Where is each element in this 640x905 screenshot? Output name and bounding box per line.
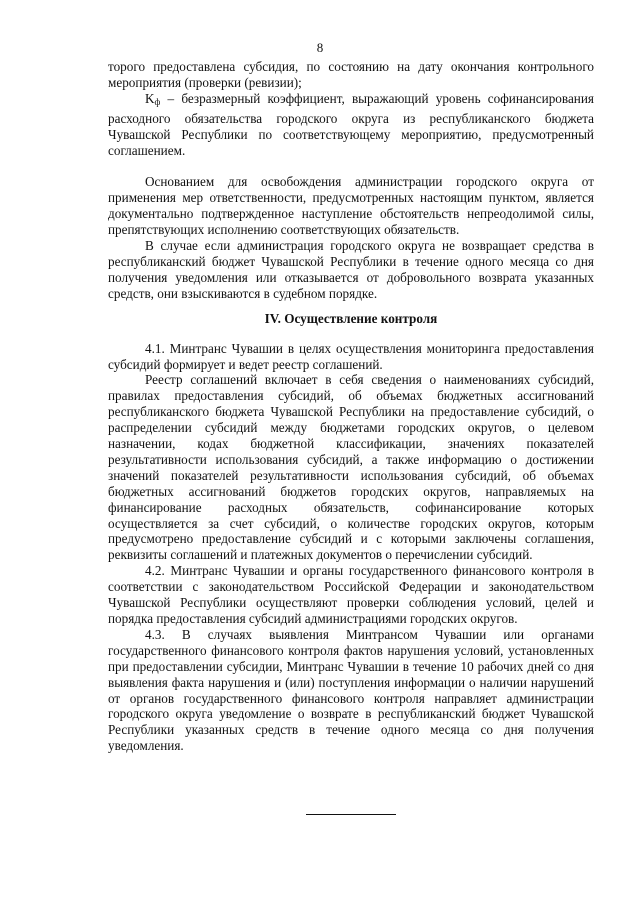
- paragraph-force-majeure: Основанием для освобождения администрации городского округа от применения мер ответственности, предусмотренных настоящим пунктом, является документально подтвержденное наступление обстоятельств непреодолимой силы, препятствующих исполнению соответствующих обязательств.: [108, 174, 594, 238]
- coefficient-subscript: ф: [154, 96, 161, 107]
- paragraph-registry: Реестр соглашений включает в себя сведения о наименованиях субсидий, правилах предоставления субсидий, об объемах бюджетных ассигнований республиканского бюджета Чувашской Республики на предоставление субсидий, о распределении субсидий между бюджетами городских округов, о целевом назначении, кодах бюджетной классификации, значениях показателей результативности использования субсидий, а также информацию о достижении значений показателей результативности использования субсидий, об объемах бюджетных ассигнований бюджетов городских округов, направляемых на финансирование расходных обязательств, софинансирование которых осуществляется за счет субсидий, о количестве городских округов, которым предусмотрено предоставление субсидий и с которыми заключены соглашения, реквизиты соглашений и платежных документов о перечислении субсидий.: [108, 372, 594, 563]
- coefficient-description: – безразмерный коэффициент, выражающий уровень софинансирования расходного обязательства городского округа из республиканского бюджета Чувашской Республики по соответствующему мероприятию, предусмотренный соглашением.: [108, 90, 594, 158]
- closing-divider: [306, 814, 396, 815]
- paragraph-4-2: 4.2. Минтранс Чувашии и органы государственного финансового контроля в соответствии с законодательством Российской Федерации и законодательством Чувашской Республики осуществляют проверки соблюдения условий, целей и порядка предоставления субсидий администрациями городских округов.: [108, 563, 594, 626]
- section-heading: IV. Осуществление контроля: [264, 310, 438, 326]
- paragraph-court-recovery: В случае если администрация городского округа не возвращает средства в республиканский бюджет Чувашской Республики в течение одного месяца со дня получения уведомления или отказывается от добровольного возврата указанных средств, они взыскиваются в судебном порядке.: [108, 238, 594, 301]
- document-body: [108, 59, 594, 754]
- paragraph-4-1: 4.1. Минтранс Чувашии в целях осуществления мониторинга предоставления субсидий формирует и ведет реестр соглашений.: [108, 340, 594, 372]
- page-number: 8: [316, 40, 324, 55]
- paragraph-coefficient-definition: [108, 91, 594, 159]
- paragraph-continuation: торого предоставлена субсидия, по состоянию на дату окончания контрольного мероприятия (проверки (ревизии);: [108, 59, 594, 90]
- coefficient-symbol: K: [145, 90, 155, 106]
- paragraph-4-3: 4.3. В случаях выявления Минтрансом Чувашии или органами государственного финансового контроля фактов нарушения условий, установленных при предоставлении субсидии, Минтранс Чувашии в течение 10 рабочих дней со дня выявления факта нарушения и (или) поступления информации о наличии нарушений от органов государственного финансового контроля направляет администрации городского округа уведомление о возврате в республиканский бюджет Чувашской Республики указанных средств в течение одного месяца со дня получения уведомления.: [108, 626, 594, 754]
- paragraph-gap: [108, 158, 594, 174]
